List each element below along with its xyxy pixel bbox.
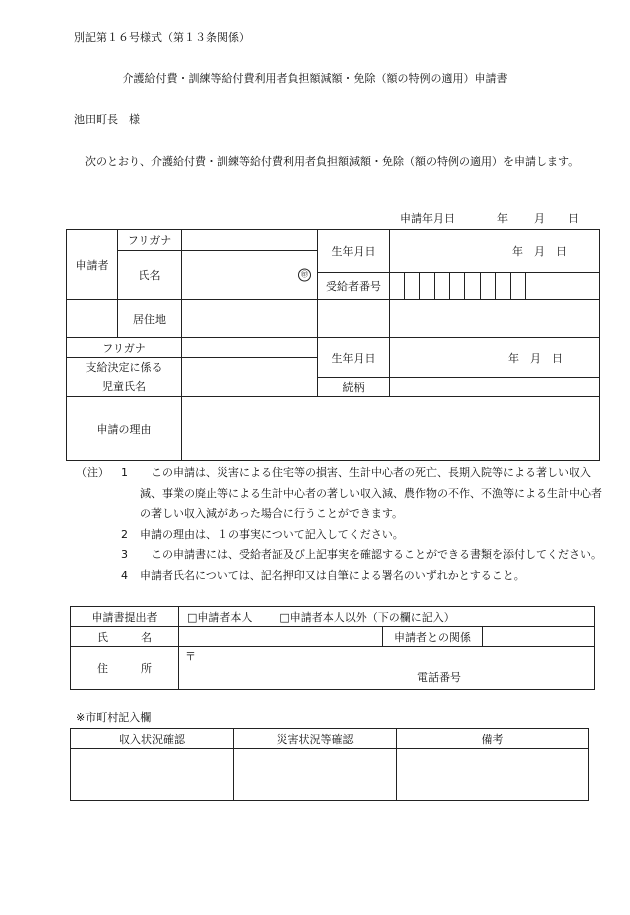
submitter-label: 申請書提出者 <box>71 607 179 627</box>
municipal-label: ※市町村記入欄 <box>76 711 152 724</box>
reason-field[interactable] <box>182 397 600 461</box>
note-item: 2 申請の理由は、１の事実について記入してください。 <box>121 527 404 541</box>
postal-mark: 〒 <box>185 650 196 663</box>
phone-label: 電話番号 <box>417 671 461 684</box>
intro-text: 次のとおり、介護給付費・訓練等給付費利用者負担額減額・免除（額の特例の適用）を申請します。 <box>74 155 580 168</box>
address-field[interactable] <box>182 300 318 338</box>
disaster-check-header: 災害状況等確認 <box>234 729 397 749</box>
child-name-label: 支給決定に係る 児童氏名 <box>67 358 182 397</box>
submitter-options <box>179 607 595 627</box>
remarks-field[interactable] <box>397 749 589 801</box>
birth-date-field[interactable]: 年 月 日 <box>390 230 600 273</box>
child-birth-date-field[interactable]: 年 月 日 <box>390 338 600 378</box>
submitter-name-label: 氏 名 <box>71 627 179 647</box>
reason-label: 申請の理由 <box>67 397 182 461</box>
relation-field[interactable] <box>483 627 595 647</box>
name-field[interactable] <box>182 251 318 300</box>
submitter-self-checkbox[interactable]: □申請者本人 <box>187 610 253 624</box>
note-item: 1 この申請は、災害による住宅等の損害、生計中心者の死亡、長期入院等による著しい収入減、事業の廃止等による生計中心者の著しい収入減、農作物の不作、不漁等による生計中心者の著しい収入減があった場合に行うことができます。 <box>121 466 602 520</box>
notes-label: （注） <box>76 466 109 479</box>
birth-date-label: 生年月日 <box>318 230 390 273</box>
child-name-field[interactable] <box>182 358 318 397</box>
addressee: 池田町長 様 <box>74 113 140 126</box>
municipal-table <box>70 728 589 801</box>
child-furigana-label: フリガナ <box>67 338 182 358</box>
submitter-other-checkbox[interactable]: □申請者本人以外（下の欄に記入） <box>279 610 455 624</box>
relation-label: 申請者との関係 <box>383 627 483 647</box>
child-furigana-field[interactable] <box>182 338 318 358</box>
submitter-address-label: 住 所 <box>71 647 179 690</box>
seal-icon: ㊞ <box>298 269 311 282</box>
applicant-label: 申請者 <box>67 230 118 300</box>
furigana-label: フリガナ <box>118 230 182 251</box>
form-number: 別記第１６号様式（第１３条関係） <box>74 31 250 44</box>
note-item: 4 申請者氏名については、記名押印又は自筆による署名のいずれかとすること。 <box>121 568 525 582</box>
income-check-field[interactable] <box>71 749 234 801</box>
remarks-header: 備考 <box>397 729 589 749</box>
child-birth-date-label: 生年月日 <box>318 338 390 378</box>
submitter-name-field[interactable] <box>179 627 383 647</box>
submitter-address-field[interactable] <box>179 647 595 690</box>
furigana-field[interactable] <box>182 230 318 251</box>
note-item: 3 この申請書には、受給者証及び上記事実を確認することができる書類を添付してください。 <box>121 548 602 561</box>
page-title: 介護給付費・訓練等給付費利用者負担額減額・免除（額の特例の適用）申請書 <box>122 72 508 85</box>
relationship-label: 続柄 <box>318 378 390 397</box>
application-date-label: 申請年月日 <box>400 212 455 225</box>
income-check-header: 収入状況確認 <box>71 729 234 749</box>
address-label: 居住地 <box>118 300 182 338</box>
submitter-table <box>70 606 595 690</box>
recipient-number-label: 受給者番号 <box>318 273 390 300</box>
relationship-field[interactable] <box>390 378 600 397</box>
applicant-table <box>66 229 600 461</box>
application-day: 日 <box>568 212 579 225</box>
disaster-check-field[interactable] <box>234 749 397 801</box>
recipient-number-field[interactable] <box>390 273 600 300</box>
application-year: 年 <box>497 212 508 225</box>
name-label: 氏名 <box>118 251 182 300</box>
application-month: 月 <box>534 212 545 225</box>
